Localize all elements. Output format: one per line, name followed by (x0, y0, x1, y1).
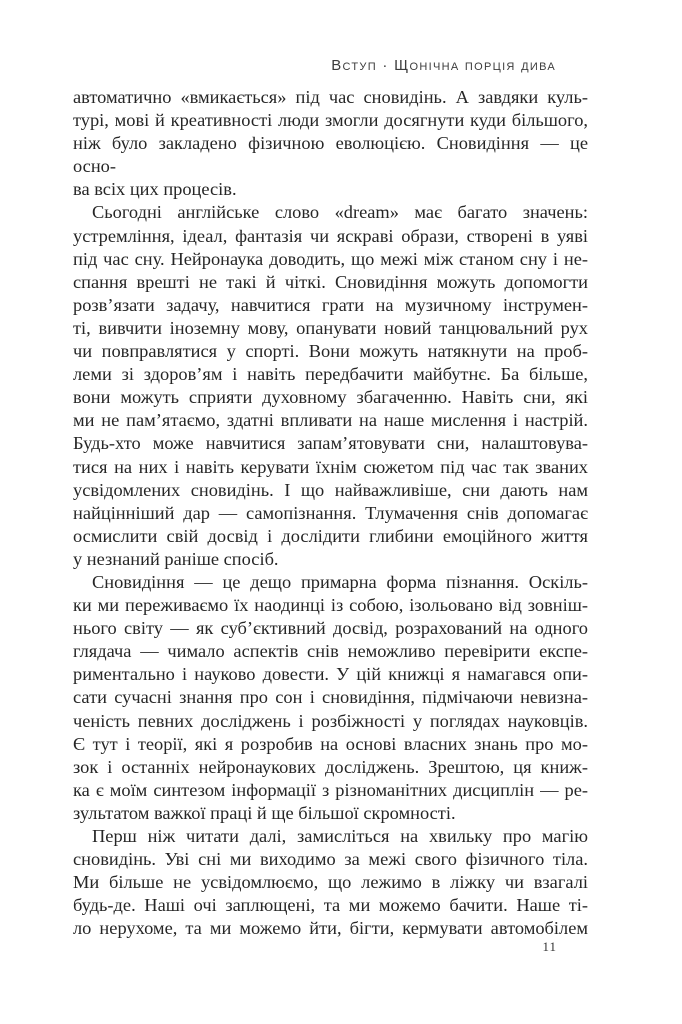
text-line: під час сну. Нейронаука доводить, що межі між станом сну і не- (73, 248, 588, 269)
text-line: вони можуть сприяти духовному збагаченню. Навіть сни, які (73, 387, 588, 408)
text-line: Ми більше не усвідомлюємо, що лежимо в ліжку чи взагалі (73, 872, 588, 893)
text-line: найцінніший дар — самопізнання. Тлумачення снів допомагає (73, 502, 588, 523)
text-line: ті, вивчити іноземну мову, опанувати новий танцювальний рух (73, 317, 588, 338)
paragraph (73, 571, 588, 825)
text-line: чи повправлятися у спорті. Вони можуть натякнути на проб- (73, 341, 588, 362)
text-line: леми зі здоров’ям і навіть передбачити майбутнє. Ба більше, (73, 364, 588, 385)
text-line: ка є моїм синтезом інформації з різноманітних дисциплін — ре- (73, 779, 588, 800)
paragraph (73, 86, 588, 201)
text-line: ми не пам’ятаємо, здатні впливати на наше мислення і настрій. (73, 410, 588, 431)
text-line: сновидінь. Уві сні ми виходимо за межі свого фізичного тіла. (73, 849, 588, 870)
text-line: будь-де. Наші очі заплющені, та ми можемо бачити. Наше ті- (73, 895, 588, 916)
text-line: ки ми переживаємо їх наодинці із собою, ізольовано від зовніш- (73, 595, 588, 616)
paragraph (73, 825, 588, 940)
text-line: Перш ніж читати далі, замисліться на хвильку про магію (92, 826, 588, 846)
page-number: 11 (542, 939, 557, 954)
text-line: нього світу — як суб’єктивний досвід, розрахований на одного (73, 618, 588, 639)
text-line: Будь-хто може навчитися запам’ятовувати сни, налаштовува- (73, 433, 588, 454)
text-line: ло нерухоме, та ми можемо йти, бігти, кермувати автомобілем (73, 918, 588, 939)
text-line: спання врешті не такі й чіткі. Сновидіння можуть допомогти (73, 271, 588, 292)
text-line: сати сучасні знання про сон і сновидіння, підмічаючи невизна- (73, 687, 588, 708)
text-line: ніж було закладено фізичною еволюцією. Сновидіння — це осно- (73, 133, 588, 177)
text-line: риментально і науково довести. У цій книжці я намагався опи- (73, 664, 588, 685)
text-line: зок і останніх нейронаукових досліджень. Зрештою, ця книж- (73, 756, 588, 777)
text-line: турі, мові й креативності люди змогли досягнути куди більшого, (73, 110, 588, 131)
running-head: Вступ · Щонічна порція дива (331, 57, 556, 74)
body-text (73, 86, 588, 940)
text-line: автоматично «вмикається» під час сновидінь. А завдяки куль- (73, 87, 588, 107)
text-line: ва всіх цих процесів. (73, 179, 237, 200)
text-line: зультатом важкої праці й ще більшої скромності. (73, 802, 456, 823)
text-line: усвідомлених сновидінь. І що найважливіше, сни дають нам (73, 479, 588, 500)
text-line: осмислити свій досвід і дослідити глибини емоційного життя (73, 525, 588, 546)
text-line: тися на них і навіть керувати їхнім сюжетом під час так званих (73, 456, 588, 477)
text-line: устремління, ідеал, фантазія чи яскраві образи, створені в уяві (73, 225, 588, 246)
text-line: Сьогодні англійське слово «dream» має багато значень: (92, 202, 588, 223)
paragraph (73, 201, 588, 571)
text-line: у незнаний раніше спосіб. (73, 548, 279, 569)
text-line: ченість певних досліджень і розбіжності у поглядах науковців. (73, 710, 588, 731)
text-line: розв’язати задачу, навчитися грати на музичному інструмен- (73, 294, 588, 315)
text-line: Сновидіння — це дещо примарна форма пізнання. Оскіль- (92, 571, 588, 592)
text-line: Є тут і теорії, які я розробив на основі власних знань про мо- (73, 733, 588, 754)
text-line: глядача — чимало аспектів снів неможливо перевірити експе- (73, 641, 588, 662)
